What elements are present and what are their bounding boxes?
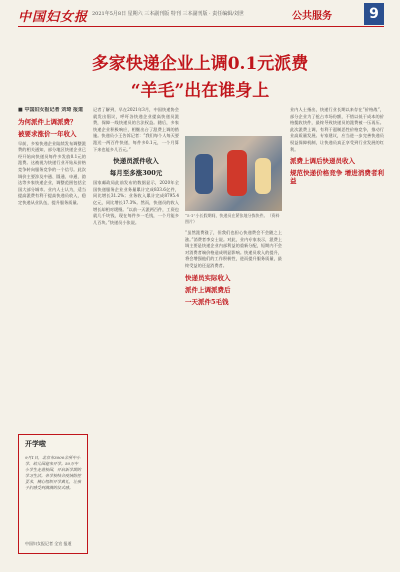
subheading-2: 快递员实际收入 [185,273,231,282]
dateline: 2021年5月8日 星期六 三本副刊版 特刊 三本副刊版 · 责任编辑/刘世 [92,11,244,17]
headline [18,54,382,102]
article-column-4 [290,107,384,552]
photo-figure-3 [255,158,271,194]
subheading-3: 派件上调派费后 [185,285,231,294]
subheading-6: 规范快递价格竞争 增进消费者利益 [290,169,384,186]
article-text-3: “虽然派费涨了，但我们也担心快递费会不会随之上涨。”消费者李女士说。对此，业内专家表示，派费上调主要是快递企业内部利益的重新分配，短期内不会对消费者端价格造成明显影响。快递员收入的提升，将会增强他们的工作积极性，进而提升服务质量，最终受益的还是消费者。 [185,230,282,268]
photo-caption: “5·1”小长假期间，快递员在紧张地分拣快件。（资料图片） [185,213,280,224]
headline-line-1: 多家快递企业上调0.1元派费 [91,54,309,74]
subheading-5: 派费上调后快递员收入 [290,157,355,166]
article-column-2 [93,107,179,547]
byline: ■ 中国妇女报记者 刘琦 报道 [18,107,83,113]
headline-line-2: “羊毛”出在谁身上 [130,81,270,101]
subheading-4: 快递员派件收入 [113,157,159,166]
sidebar-body: 9月1日，北京市3000余所中小学、幼儿园迎来开学。50万中小学生走进校园，开启新学期的学习生活。各学校结合疫情防控要求，精心组织开学典礼，让孩子们感受到满满的仪式感。 [25,455,81,490]
section-name: 公共服务 [292,11,332,22]
subheading-3b: 一天派件5毛钱 [185,297,229,306]
photo-figure-2 [227,150,247,196]
sidebar-author: 中国妇女报记者 全宣 报道 [25,541,72,546]
subheading-1b: 被要求涨价一年收入 [18,129,77,138]
page-number: 9 [364,3,384,25]
subheading-4b: 每月至多涨300元 [109,169,163,178]
subheading-1: 为何派件上调派费？ [18,117,77,126]
article-column-1 [18,107,86,429]
article-text-2: 记者了解到，早在2021年3月，中国快递协会就发出倡议，呼吁各快递企业提高快递员派费，保障一线快递员的合法权益。随后，多家快递企业积极响应，相继出台了派费上调的措施。快递员小王告诉记者：“我们每个人每天要派送一两百件快递，每件多0.1元，一个月算下来也能多几百元。” [93,107,179,152]
sidebar-box [18,434,88,554]
article-text-4: 国家邮政局此前发布的数据显示，2020年全国快递服务企业业务量累计完成833.6亿件，同比增长31.2%；业务收入累计完成8795.4亿元，同比增长17.3%。然而，快递员的收入增长却相对缓慢。“以前一天派两百件，工资也就几千块钱，现在每件多一毛钱，一个月能多几百块。”快递员小张说。 [93,180,179,225]
article-text-5: 业内人士指出，快递行业长期以来存在“价格战”，部分企业为了抢占市场份额，不惜以低于成本的价格揽收快件，最终导致快递员的派费被一压再压。此次派费上调，有利于遏制恶性价格竞争，推动行业高质量发展。专家建议，应当进一步完善快递员权益保障机制，让快递员真正享受到行业发展的红利。 [290,107,384,152]
article-column-3 [185,230,282,550]
newspaper-logo: 中国妇女报 [18,10,89,25]
article-photo [185,136,282,211]
sidebar-title: 开学啦 [25,440,46,448]
header-rule [18,26,384,27]
article-text-1: 早前，多家快递企业陆续发布调整派费的相关通知，部分地区快递企业已经开始向快递员每件多发放0.1元的派费。这被视为快递行业开始从价格竞争转向服务竞争的一个信号。此次调价主要涉及中通、圆通、申通、韵达等多家快递企业，调整范围包括全国大部分城市。业内人士认为，适当提高派费有利于提高快递员收入，稳定快递从业队伍，提升服务质量。 [18,140,86,205]
page-header [0,0,400,44]
photo-figure-1 [195,154,213,194]
